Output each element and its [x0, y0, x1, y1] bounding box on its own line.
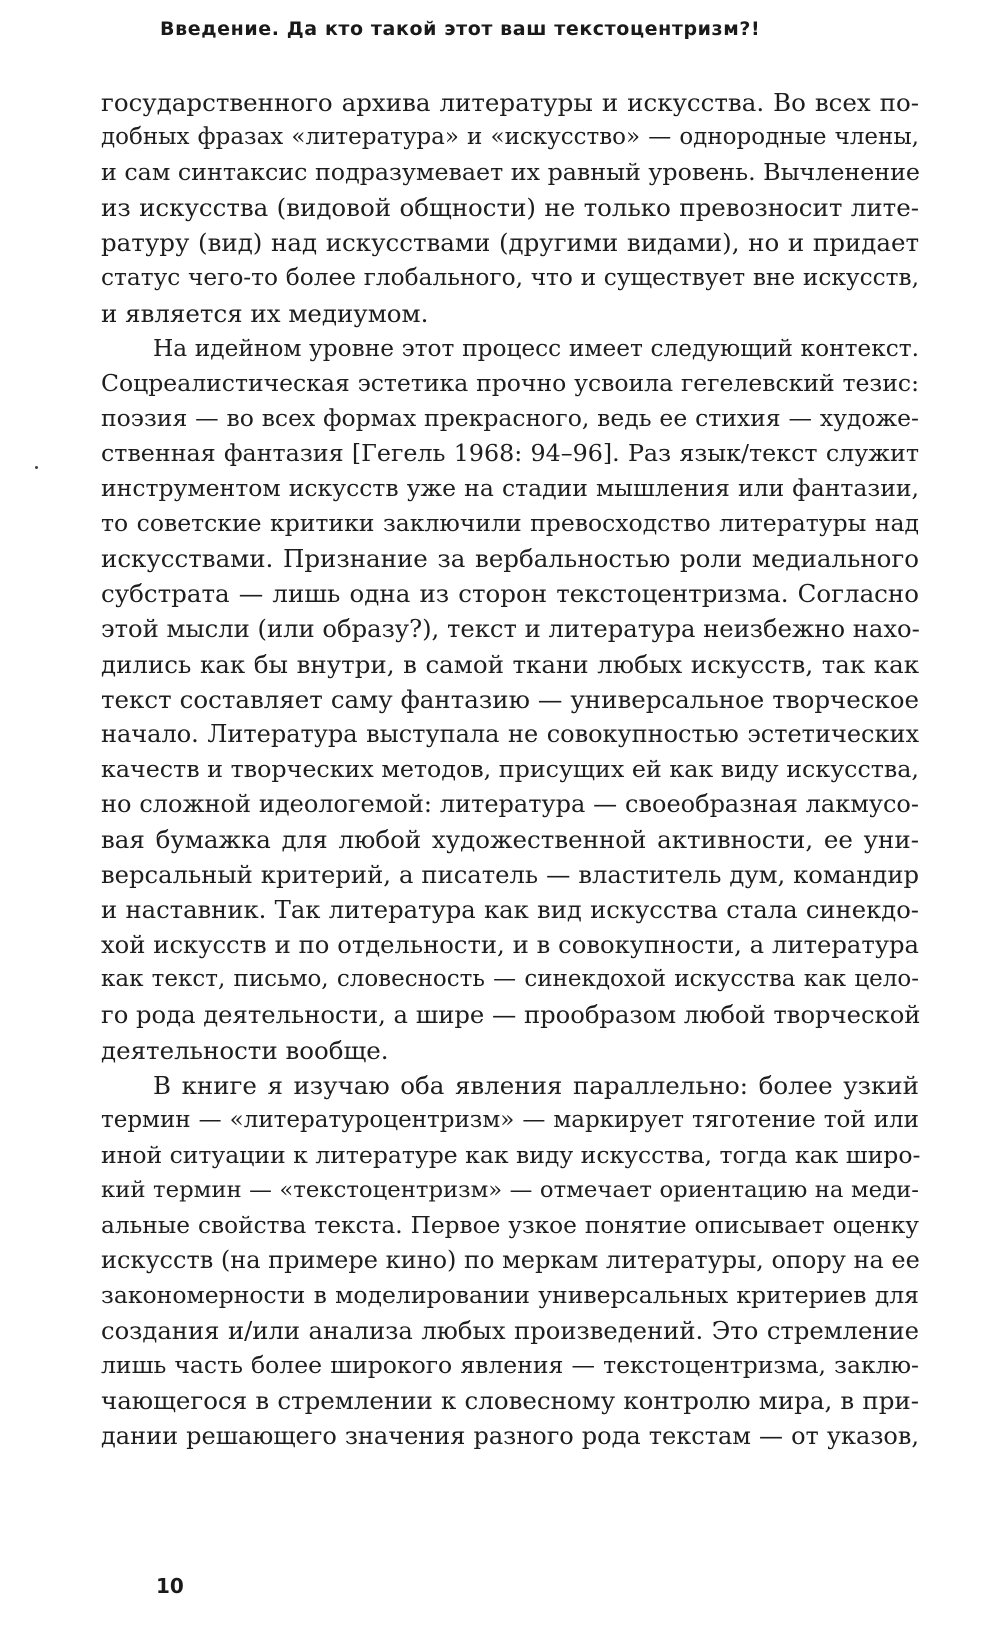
page-number: 10: [156, 1574, 184, 1598]
text-line: создания и/или анализа любых произведений. Это стремление: [101, 1316, 919, 1346]
text-line: и наставник. Так литература как вид искусства стала синекдо-: [101, 895, 919, 925]
text-line: этой мысли (или образу?), текст и литература неизбежно нахо-: [101, 614, 920, 644]
text-line: и сам синтаксис подразумевает их равный уровень. Вычленение: [101, 158, 920, 187]
text-line: ственная фантазия [Гегель 1968: 94–96]. Раз язык/текст служит: [101, 438, 919, 467]
text-line: то советские критики заключили превосходство литературы над: [101, 509, 919, 538]
text-line: качеств и творческих методов, присущих ей как виду искусства,: [101, 754, 919, 783]
text-line: Соцреалистическая эстетика прочно усвоила гегелевский тезис:: [101, 368, 919, 397]
text-line: искусствами. Признание за вербальностью роли медиального: [101, 544, 919, 574]
text-line: добных фразах «литература» и «искусство» — однородные члены,: [101, 124, 919, 151]
text-line: На идейном уровне этот процесс имеет следующий контекст.: [153, 334, 919, 362]
text-line: как текст, письмо, словесность — синекдохой искусства как цело-: [101, 966, 919, 993]
body-text: [101, 85, 919, 1454]
text-line: субстрата — лишь одна из сторон текстоцентризма. Согласно: [101, 579, 919, 609]
text-line: текст составляет саму фантазию — универсальное творческое: [101, 684, 919, 714]
text-line: иной ситуации к литературе как виду искусства, тогда как широ-: [101, 1140, 921, 1169]
running-head: Введение. Да кто такой этот ваш текстоцентризм?!: [160, 18, 761, 40]
text-line: из искусства (видовой общности) не только превозносит лите-: [101, 193, 919, 223]
text-line: альные свойства текста. Первое узкое понятие описывает оценку: [101, 1212, 919, 1239]
text-line: лишь часть более широкого явления — текстоцентризма, заклю-: [101, 1351, 919, 1380]
text-line: вая бумажка для любой художественной активности, ее уни-: [101, 824, 919, 854]
text-line: го рода деятельности, а шире — прообразом любой творческой: [101, 1000, 921, 1030]
text-line: деятельности вообще.: [101, 1035, 389, 1065]
text-line: искусств (на примере кино) по меркам литературы, опору на ее: [101, 1246, 920, 1275]
text-line: чающегося в стремлении к словесному контролю мира, в при-: [101, 1386, 919, 1416]
text-line: государственного архива литературы и искусства. Во всех по-: [101, 88, 919, 117]
text-line: дились как бы внутри, в самой ткани любых искусств, так как: [101, 649, 919, 679]
text-line: версальный критерий, а писатель — властитель дум, командир: [101, 860, 919, 890]
text-line: поэзия — во всех формах прекрасного, ведь ее стихия — художе-: [101, 403, 919, 432]
text-line: кий термин — «текстоцентризм» — отмечает ориентацию на меди-: [101, 1176, 919, 1203]
text-line: ратуру (вид) над искусствами (другими видами), но и придает: [101, 228, 919, 258]
text-line: термин — «литературоцентризм» — маркирует тяготение той или: [101, 1106, 919, 1133]
text-line: В книге я изучаю оба явления параллельно: более узкий: [153, 1070, 919, 1100]
text-line: начало. Литература выступала не совокупностью эстетических: [101, 719, 919, 748]
text-line: и является их медиумом.: [101, 298, 429, 328]
text-line: инструментом искусств уже на стадии мышления или фантазии,: [101, 474, 919, 503]
text-line: закономерности в моделировании универсальных критериев для: [101, 1281, 919, 1310]
text-line: статус чего-то более глобального, что и существует вне искусств,: [101, 264, 919, 292]
text-line: хой искусств и по отдельности, и в совокупности, а литература: [101, 930, 919, 960]
scan-speck: [35, 466, 38, 469]
text-line: дании решающего значения разного рода текстам — от указов,: [101, 1421, 919, 1450]
paragraph: [101, 85, 919, 331]
paragraph: [101, 331, 919, 1068]
text-line: но сложной идеологемой: литература — своеобразная лакмусо-: [101, 789, 919, 818]
paragraph: [101, 1068, 919, 1454]
